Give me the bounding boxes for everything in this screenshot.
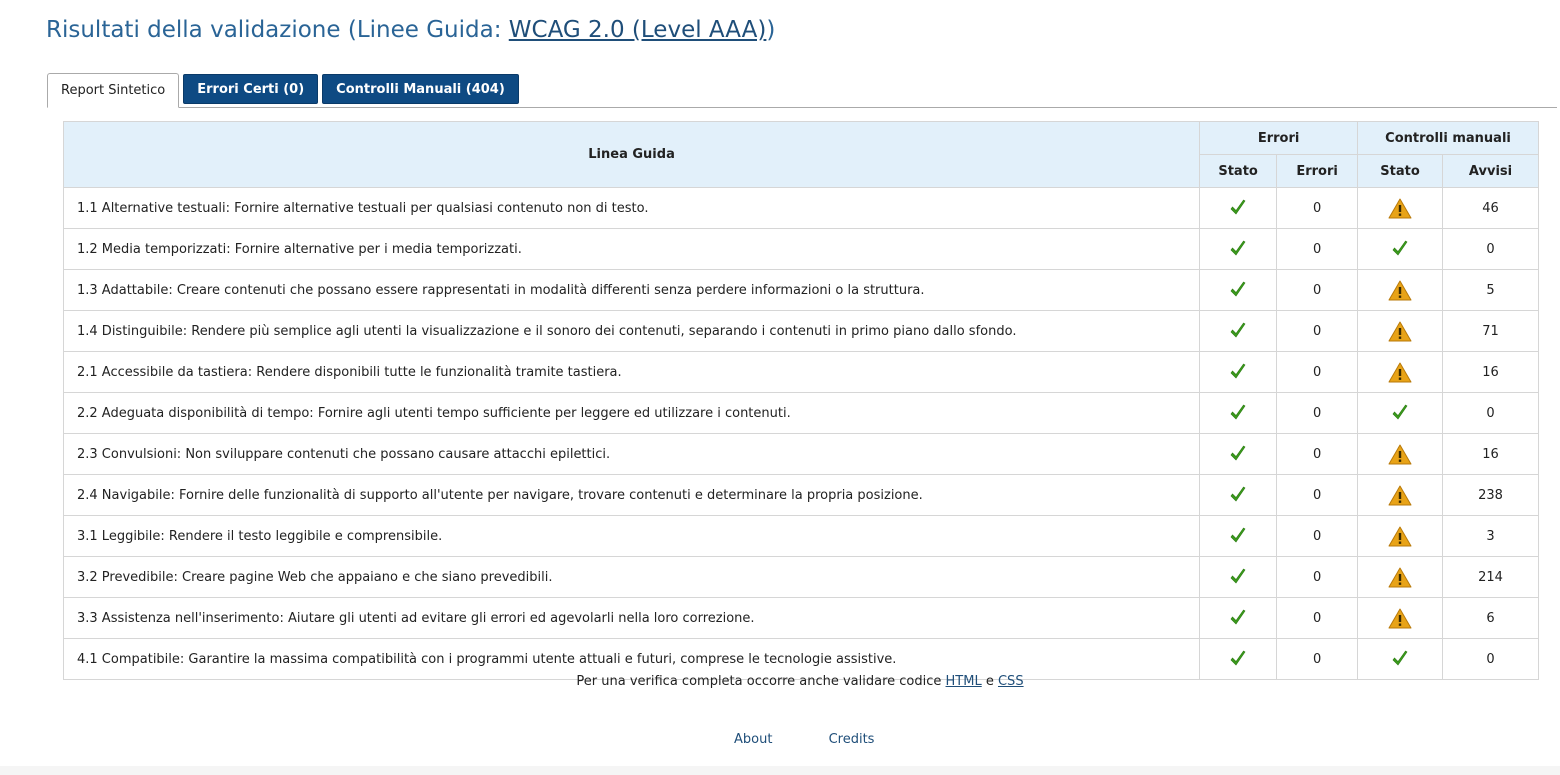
guideline-cell: 1.1 Alternative testuali: Fornire alternative testuali per qualsiasi contenuto non di testo. (64, 188, 1200, 229)
table-row (64, 434, 1539, 475)
about-link[interactable]: About (734, 732, 773, 747)
tab-bar (47, 73, 523, 108)
guideline-cell: 2.3 Convulsioni: Non sviluppare contenuti che possano causare attacchi epilettici. (64, 434, 1200, 475)
errors-count-cell: 0 (1277, 188, 1358, 229)
check-icon (1228, 365, 1248, 380)
check-icon (1228, 488, 1248, 503)
manual-status-cell (1358, 188, 1443, 229)
table-row (64, 516, 1539, 557)
manual-status-cell (1358, 352, 1443, 393)
warning-icon (1388, 324, 1412, 339)
manual-status-cell (1358, 557, 1443, 598)
table-row (64, 188, 1539, 229)
warning-icon (1388, 365, 1412, 380)
warnings-count-cell: 0 (1443, 229, 1539, 270)
warning-icon (1388, 570, 1412, 585)
warning-icon (1388, 283, 1412, 298)
errors-count-cell: 0 (1277, 434, 1358, 475)
tab-divider (47, 107, 1557, 108)
results-table (63, 121, 1539, 680)
table-row (64, 311, 1539, 352)
warnings-count-cell: 238 (1443, 475, 1539, 516)
check-icon (1390, 652, 1410, 667)
check-icon (1228, 242, 1248, 257)
tab-controlli-manuali[interactable]: Controlli Manuali (404) (322, 74, 519, 104)
guideline-cell: 3.3 Assistenza nell'inserimento: Aiutare gli utenti ad evitare gli errori ed agevolarli nella loro correzione. (64, 598, 1200, 639)
css-validation-link[interactable]: CSS (997, 674, 1024, 689)
warnings-count-cell: 16 (1443, 352, 1539, 393)
errors-count-cell: 0 (1277, 393, 1358, 434)
table-row (64, 229, 1539, 270)
errors-count-cell: 0 (1277, 557, 1358, 598)
page-title (46, 17, 775, 43)
errors-status-cell (1200, 598, 1277, 639)
errors-status-cell (1200, 270, 1277, 311)
guideline-cell: 3.1 Leggibile: Rendere il testo leggibile e comprensibile. (64, 516, 1200, 557)
warnings-count-cell: 214 (1443, 557, 1539, 598)
errors-count-cell: 0 (1277, 311, 1358, 352)
warnings-count-cell: 71 (1443, 311, 1539, 352)
table-row (64, 475, 1539, 516)
warnings-count-cell: 0 (1443, 639, 1539, 680)
manual-status-cell (1358, 311, 1443, 352)
warnings-count-cell: 6 (1443, 598, 1539, 639)
header-guideline: Linea Guida (64, 122, 1200, 188)
guideline-cell: 2.1 Accessibile da tastiera: Rendere disponibili tutte le funzionalità tramite tastiera. (64, 352, 1200, 393)
warning-icon (1388, 488, 1412, 503)
check-icon (1228, 324, 1248, 339)
table-row (64, 270, 1539, 311)
header-manual-status: Stato (1358, 155, 1443, 188)
warnings-count-cell: 3 (1443, 516, 1539, 557)
table-row (64, 393, 1539, 434)
validation-note (0, 674, 1560, 689)
errors-status-cell (1200, 393, 1277, 434)
page-title-suffix: ) (766, 17, 776, 43)
header-manual-group: Controlli manuali (1358, 122, 1539, 155)
errors-count-cell: 0 (1277, 639, 1358, 680)
validation-note-conjunction: e (981, 674, 998, 689)
table-row (64, 557, 1539, 598)
check-icon (1390, 242, 1410, 257)
manual-status-cell (1358, 475, 1443, 516)
check-icon (1228, 611, 1248, 626)
tab-errori-certi[interactable]: Errori Certi (0) (183, 74, 318, 104)
tab-report-sintetico[interactable]: Report Sintetico (47, 73, 179, 108)
warnings-count-cell: 5 (1443, 270, 1539, 311)
manual-status-cell (1358, 598, 1443, 639)
errors-status-cell (1200, 475, 1277, 516)
guideline-cell: 1.3 Adattabile: Creare contenuti che possano essere rappresentati in modalità differenti senza perdere informazioni o la struttura. (64, 270, 1200, 311)
errors-count-cell: 0 (1277, 352, 1358, 393)
warnings-count-cell: 46 (1443, 188, 1539, 229)
results-body (64, 188, 1539, 680)
header-errors-count: Errori (1277, 155, 1358, 188)
errors-count-cell: 0 (1277, 229, 1358, 270)
warning-icon (1388, 529, 1412, 544)
manual-status-cell (1358, 270, 1443, 311)
guideline-cell: 2.2 Adeguata disponibilità di tempo: Fornire agli utenti tempo sufficiente per leggere ed utilizzare i contenuti. (64, 393, 1200, 434)
bottom-strip (0, 766, 1560, 775)
errors-status-cell (1200, 352, 1277, 393)
check-icon (1228, 283, 1248, 298)
warning-icon (1388, 201, 1412, 216)
warnings-count-cell: 0 (1443, 393, 1539, 434)
errors-count-cell: 0 (1277, 598, 1358, 639)
errors-status-cell (1200, 229, 1277, 270)
check-icon (1228, 570, 1248, 585)
credits-link[interactable]: Credits (828, 732, 875, 747)
errors-status-cell (1200, 516, 1277, 557)
errors-status-cell (1200, 557, 1277, 598)
errors-status-cell (1200, 434, 1277, 475)
table-row (64, 352, 1539, 393)
warning-icon (1388, 611, 1412, 626)
header-errors-group: Errori (1200, 122, 1358, 155)
header-manual-count: Avvisi (1443, 155, 1539, 188)
check-icon (1228, 447, 1248, 462)
guidelines-link[interactable]: WCAG 2.0 (Level AAA) (508, 17, 767, 43)
warnings-count-cell: 16 (1443, 434, 1539, 475)
html-validation-link[interactable]: HTML (945, 674, 982, 689)
page-title-prefix: Risultati della validazione (Linee Guida: (46, 17, 509, 43)
errors-count-cell: 0 (1277, 270, 1358, 311)
validation-note-text: Per una verifica completa occorre anche validare codice (576, 674, 946, 689)
guideline-cell: 2.4 Navigabile: Fornire delle funzionalità di supporto all'utente per navigare, trovare contenuti e determinare la propria posizione. (64, 475, 1200, 516)
manual-status-cell (1358, 229, 1443, 270)
check-icon (1228, 529, 1248, 544)
warning-icon (1388, 447, 1412, 462)
manual-status-cell (1358, 393, 1443, 434)
errors-count-cell: 0 (1277, 516, 1358, 557)
guideline-cell: 1.4 Distinguibile: Rendere più semplice agli utenti la visualizzazione e il sonoro dei contenuti, separando i contenuti in primo piano dallo sfondo. (64, 311, 1200, 352)
guideline-cell: 4.1 Compatibile: Garantire la massima compatibilità con i programmi utente attuali e futuri, comprese le tecnologie assistive. (64, 639, 1200, 680)
check-icon (1228, 652, 1248, 667)
guideline-cell: 3.2 Prevedibile: Creare pagine Web che appaiano e che siano prevedibili. (64, 557, 1200, 598)
check-icon (1228, 406, 1248, 421)
errors-status-cell (1200, 188, 1277, 229)
footer-links (734, 732, 926, 747)
check-icon (1228, 201, 1248, 216)
manual-status-cell (1358, 516, 1443, 557)
guideline-cell: 1.2 Media temporizzati: Fornire alternative per i media temporizzati. (64, 229, 1200, 270)
header-errors-status: Stato (1200, 155, 1277, 188)
table-header-row-1 (64, 122, 1539, 155)
manual-status-cell (1358, 434, 1443, 475)
table-row (64, 598, 1539, 639)
errors-count-cell: 0 (1277, 475, 1358, 516)
errors-status-cell (1200, 311, 1277, 352)
check-icon (1390, 406, 1410, 421)
